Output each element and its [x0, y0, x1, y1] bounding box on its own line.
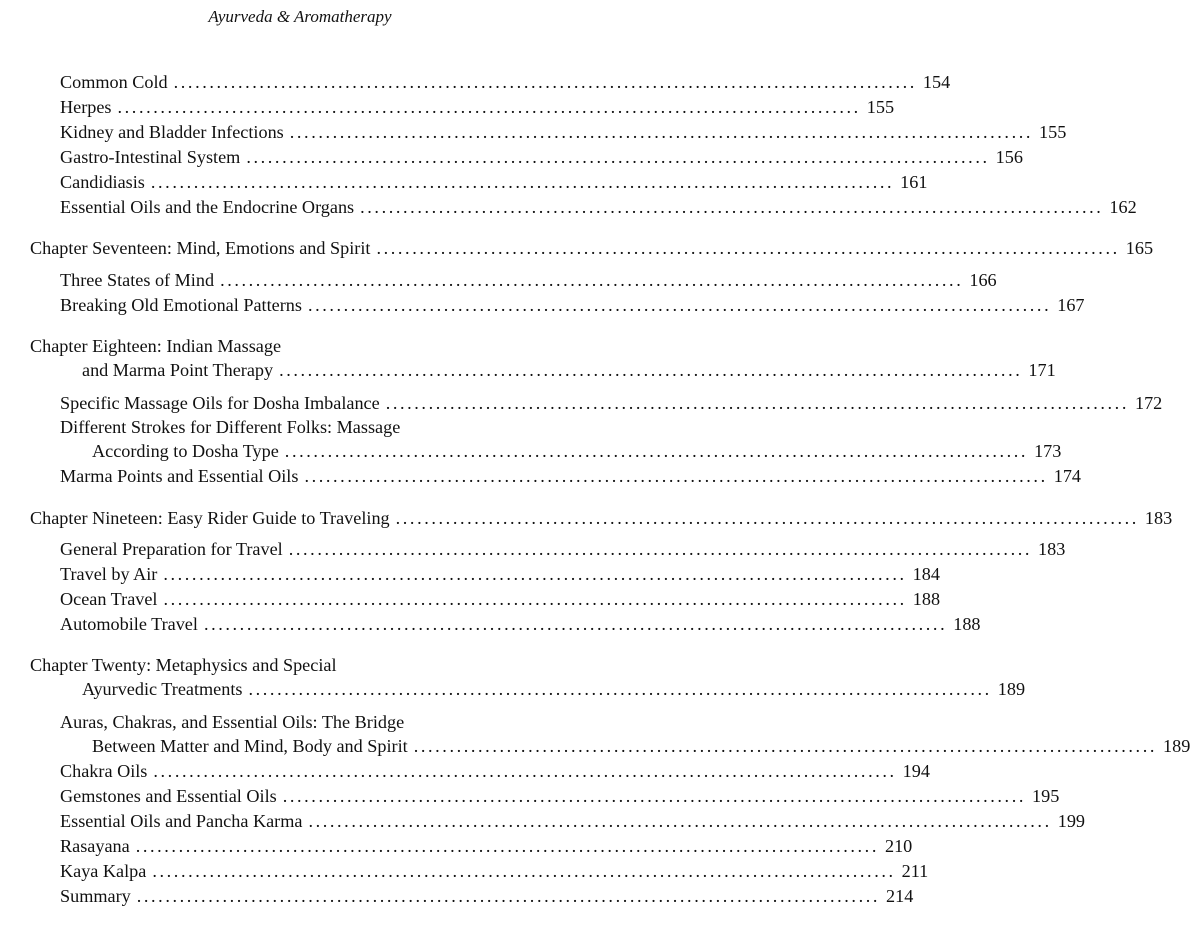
toc-entry-title: According to Dosha Type: [92, 441, 279, 461]
dot-leader: ........................................................................................................: [385, 393, 1129, 413]
toc-entry-endocrine[interactable]: [60, 195, 1137, 220]
toc-entry-herpes[interactable]: [60, 95, 895, 120]
dot-leader: ........................................................................................................: [304, 466, 1048, 486]
toc-chapter-eighteen-line1[interactable]: Chapter Eighteen: Indian Massage: [30, 336, 282, 356]
dot-leader: ........................................................................................................: [136, 886, 881, 906]
toc-entry-chakra-oils[interactable]: [60, 759, 930, 784]
toc-entry-kaya-kalpa[interactable]: [60, 859, 929, 884]
toc-entry-title: Between Matter and Mind, Body and Spirit: [92, 736, 408, 756]
toc-entry-different-strokes[interactable]: [92, 439, 1062, 464]
toc-entry-common-cold[interactable]: [60, 70, 951, 95]
dot-leader: ........................................................................................................: [135, 836, 879, 856]
toc-entry-candidiasis[interactable]: [60, 170, 928, 195]
toc-entry-auras[interactable]: [92, 734, 1190, 759]
toc-entry-summary[interactable]: [60, 884, 914, 909]
dot-leader: ........................................................................................................: [152, 861, 896, 881]
toc-page-number: 210: [884, 836, 913, 856]
toc-entry-title: Herpes: [60, 97, 112, 117]
toc-page-number: 189: [997, 679, 1026, 699]
running-head: Ayurveda & Aromatherapy: [208, 7, 392, 26]
toc-page-number: 166: [969, 270, 997, 290]
dot-leader: ........................................................................................................: [308, 811, 1052, 831]
toc-page-number: 155: [866, 97, 895, 117]
toc-chapter-title: Chapter Seventeen: Mind, Emotions and Spirit: [30, 238, 371, 258]
dot-leader: ........................................................................................................: [289, 122, 1034, 142]
toc-entry-title: Chakra Oils: [60, 761, 148, 781]
toc-page-number: 155: [1039, 122, 1067, 142]
toc-entry-title: General Preparation for Travel: [60, 539, 283, 559]
toc-entry-auras-line1[interactable]: Auras, Chakras, and Essential Oils: The Bridge: [60, 712, 405, 732]
toc-chapter-title: Chapter Nineteen: Easy Rider Guide to Traveling: [30, 508, 390, 528]
toc-entry-title: Essential Oils and the Endocrine Organs: [60, 197, 355, 217]
toc-entry-travel-by-air[interactable]: [60, 562, 940, 587]
toc-entry-rasayana[interactable]: [60, 834, 913, 859]
toc-entry-automobile-travel[interactable]: [60, 612, 981, 637]
toc-page-number: 188: [953, 614, 981, 634]
dot-leader: ........................................................................................................: [173, 72, 917, 92]
toc-entry-three-states[interactable]: [60, 268, 997, 293]
toc-entry-emotional-patterns[interactable]: [60, 293, 1085, 318]
dot-leader: ........................................................................................................: [307, 295, 1052, 315]
toc-entry-title: Three States of Mind: [60, 270, 215, 290]
dot-leader: ........................................................................................................: [284, 441, 1029, 461]
dot-leader: ........................................................................................................: [282, 786, 1026, 806]
toc-entry-title: Specific Massage Oils for Dosha Imbalance: [60, 393, 380, 413]
dot-leader: ........................................................................................................: [153, 761, 897, 781]
toc-page-number: 189: [1163, 736, 1190, 756]
toc-page-number: 165: [1125, 238, 1154, 258]
dot-leader: ........................................................................................................: [150, 172, 895, 192]
toc-entry-title: Kaya Kalpa: [60, 861, 147, 881]
toc-chapter-twenty-line1[interactable]: Chapter Twenty: Metaphysics and Special: [30, 655, 337, 675]
toc-page-number: 162: [1109, 197, 1137, 217]
toc-page-number: 161: [900, 172, 928, 192]
toc-page-number: 195: [1032, 786, 1060, 806]
toc-entry-title: Common Cold: [60, 72, 168, 92]
toc-entry-ocean-travel[interactable]: [60, 587, 941, 612]
toc-page-number: 184: [912, 564, 940, 584]
toc-entry-title: Summary: [60, 886, 131, 906]
dot-leader: ........................................................................................................: [376, 238, 1120, 258]
toc-entry-title: Kidney and Bladder Infections: [60, 122, 284, 142]
toc-chapter-title: and Marma Point Therapy: [82, 360, 274, 380]
toc-page-number: 214: [886, 886, 914, 906]
toc-page-number: 183: [1144, 508, 1173, 528]
toc-entry-massage-oils[interactable]: [60, 391, 1163, 416]
dot-leader: ........................................................................................................: [163, 564, 907, 584]
dot-leader: ........................................................................................................: [279, 360, 1023, 380]
toc-page-number: 211: [901, 861, 929, 881]
toc-page-number: 183: [1038, 539, 1066, 559]
toc-entry-pancha-karma[interactable]: [60, 809, 1085, 834]
dot-leader: ........................................................................................................: [360, 197, 1104, 217]
toc-entry-marma-points[interactable]: [60, 464, 1081, 489]
toc-page-number: 199: [1057, 811, 1085, 831]
toc-page-number: 174: [1053, 466, 1081, 486]
toc-page-number: 171: [1028, 360, 1056, 380]
dot-leader: ........................................................................................................: [117, 97, 861, 117]
toc-chapter-twenty[interactable]: [82, 677, 1026, 702]
dot-leader: ........................................................................................................: [413, 736, 1157, 756]
toc-page-number: 173: [1034, 441, 1062, 461]
toc-chapter-title: Ayurvedic Treatments: [82, 679, 243, 699]
dot-leader: ........................................................................................................: [203, 614, 948, 634]
dot-leader: ........................................................................................................: [395, 508, 1139, 528]
toc-entry-different-strokes-line1[interactable]: Different Strokes for Different Folks: Massage: [60, 417, 401, 437]
dot-leader: ........................................................................................................: [220, 270, 964, 290]
toc-entry-title: Gastro-Intestinal System: [60, 147, 241, 167]
toc-page-number: 154: [922, 72, 951, 92]
dot-leader: ........................................................................................................: [248, 679, 992, 699]
toc-entry-title: Candidiasis: [60, 172, 145, 192]
toc-chapter-nineteen[interactable]: [30, 506, 1173, 531]
toc-entry-title: Ocean Travel: [60, 589, 158, 609]
toc-entry-title: Essential Oils and Pancha Karma: [60, 811, 303, 831]
toc-entry-title: Gemstones and Essential Oils: [60, 786, 277, 806]
toc-chapter-seventeen[interactable]: [30, 236, 1154, 261]
dot-leader: ........................................................................................................: [163, 589, 907, 609]
toc-chapter-eighteen[interactable]: [82, 358, 1056, 383]
toc-page-number: 188: [912, 589, 941, 609]
toc-entry-title: Rasayana: [60, 836, 130, 856]
toc-entry-title: Automobile Travel: [60, 614, 198, 634]
dot-leader: ........................................................................................................: [246, 147, 990, 167]
toc-entry-gemstones[interactable]: [60, 784, 1060, 809]
toc-entry-title: Marma Points and Essential Oils: [60, 466, 299, 486]
toc-page-number: 167: [1057, 295, 1085, 315]
toc-page-number: 172: [1134, 393, 1163, 413]
toc-page-number: 194: [902, 761, 930, 781]
toc-page-number: 156: [995, 147, 1023, 167]
toc-entry-gastro-intestinal[interactable]: [60, 145, 1023, 170]
toc-entry-general-preparation[interactable]: [60, 537, 1066, 562]
toc-entry-title: Breaking Old Emotional Patterns: [60, 295, 302, 315]
toc-entry-kidney-bladder[interactable]: [60, 120, 1067, 145]
toc-entry-title: Travel by Air: [60, 564, 158, 584]
dot-leader: ........................................................................................................: [288, 539, 1033, 559]
